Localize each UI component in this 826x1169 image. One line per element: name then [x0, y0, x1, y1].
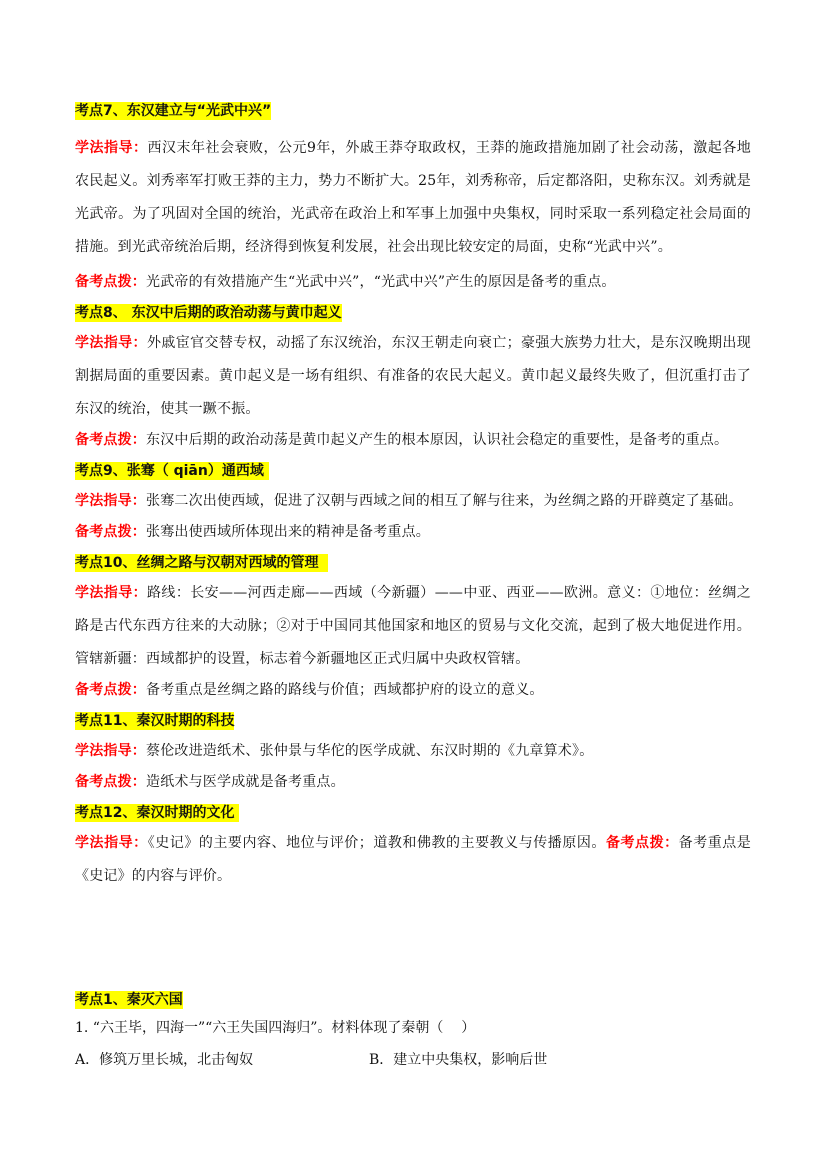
- paragraph-label: 学法指导：: [75, 835, 148, 851]
- section-heading: [75, 304, 342, 322]
- section-heading: [75, 462, 269, 480]
- quiz-option-b: B．建立中央集权，影响后世: [369, 1052, 548, 1068]
- paragraph: [75, 577, 751, 676]
- section-heading: [75, 804, 239, 822]
- paragraph-text: 造纸术与医学成就是备考重点。: [146, 774, 345, 790]
- heading-text: 考点8、 东汉中后期的政治动荡与黄巾起义: [75, 305, 342, 321]
- heading-text: 考点7、东汉建立与“光武中兴”: [75, 103, 272, 119]
- paragraph-text: 东汉中后期的政治动荡是黄巾起义产生的根本原因，认识社会稳定的重要性，是备考的重点。: [146, 432, 729, 448]
- paragraph: [75, 485, 751, 518]
- paragraph-label: 备考点拨：: [75, 774, 146, 790]
- quiz-option-a: A．修筑万里长城，北击匈奴: [75, 1052, 254, 1068]
- paragraph-label: 学法指导：: [75, 335, 147, 351]
- paragraph-text: 张骞出使西域所体现出来的精神是备考重点。: [146, 524, 430, 540]
- paragraph-label: 学法指导：: [75, 493, 146, 509]
- heading-text: 考点11、秦汉时期的科技: [75, 713, 235, 729]
- paragraph-text: 备考重点是《史记》的内容与评价。: [75, 835, 752, 884]
- heading-text: 考点9、张骞（ qiān）通西域: [75, 463, 269, 479]
- paragraph-text: 备考重点是丝绸之路的路线与价值；西域都护府的设立的意义。: [146, 682, 544, 698]
- paragraph-label: 备考点拨：: [75, 274, 146, 290]
- quiz-question: 1. “六王毕，四海一”“六王失国四海归”。材料体现了秦朝（ ）: [75, 1020, 476, 1036]
- paragraph-label: 备考点拨：: [75, 524, 146, 540]
- paragraph: [75, 766, 751, 799]
- heading-text: 考点10、丝绸之路与汉朝对西域的管理: [75, 555, 329, 571]
- paragraph: [75, 132, 751, 264]
- paragraph: [75, 516, 751, 549]
- paragraph: [75, 827, 751, 893]
- paragraph-label: 学法指导：: [75, 140, 148, 156]
- heading-text: 考点12、秦汉时期的文化: [75, 805, 240, 821]
- paragraph-label: 备考点拨：: [75, 682, 146, 698]
- section-heading: [75, 554, 328, 572]
- paragraph: [75, 327, 751, 426]
- paragraph: [75, 674, 751, 707]
- paragraph-label: 学法指导：: [75, 585, 148, 601]
- paragraph: [75, 266, 751, 299]
- paragraph-label: 学法指导：: [75, 743, 146, 759]
- paragraph-text: 张骞二次出使西域，促进了汉朝与西域之间的相互了解与往来，为丝绸之路的开辟奠定了基础。: [146, 493, 743, 509]
- paragraph-text: 路线：长安——河西走廊——西域（今新疆）——中亚、西亚——欧洲。意义：①地位：丝绸之路是古代东西方往来的大动脉；②对于中国同其他国家和地区的贸易与文化交流，起到了极大地促进作用。管辖新疆：西域都护的设置，标志着今新疆地区正式归属中央政权管辖。: [75, 585, 751, 667]
- paragraph-text: 光武帝的有效措施产生“光武中兴”，“光武中兴”产生的原因是备考的重点。: [146, 274, 616, 290]
- paragraph-text: 外戚宦官交替专权，动摇了东汉统治，东汉王朝走向衰亡；豪强大族势力壮大，是东汉晚期出现割据局面的重要因素。黄巾起义是一场有组织、有准备的农民大起义。黄巾起义最终失败了，但沉重打击了东汉的统治，使其一蹶不振。: [75, 335, 751, 417]
- quiz-heading: [75, 991, 183, 1009]
- paragraph-text: 《史记》的主要内容、地位与评价；道教和佛教的主要教义与传播原因。: [147, 835, 606, 851]
- paragraph-text: 蔡伦改进造纸术、张仲景与华佗的医学成就、东汉时期的《九章算术》。: [146, 743, 594, 759]
- paragraph-label: 备考点拨：: [605, 835, 679, 851]
- heading-text: 考点1、秦灭六国: [75, 992, 183, 1008]
- paragraph-text: 西汉末年社会衰败，公元9年，外戚王莽夺取政权，王莽的施政措施加剧了社会动荡，激起各地农民起义。刘秀率军打败王莽的主力，势力不断扩大。25年，刘秀称帝，后定都洛阳，史称东汉。刘秀就是光武帝。为了巩固对全国的统治，光武帝在政治上和军事上加强中央集权，同时采取一系列稳定社会局面的措施。到光武帝统治后期，经济得到恢复利发展，社会出现比较安定的局面，史称“光武中兴”。: [75, 140, 752, 255]
- paragraph: [75, 424, 751, 457]
- paragraph-label: 备考点拨：: [75, 432, 146, 448]
- section-heading: [75, 712, 234, 730]
- paragraph: [75, 735, 751, 768]
- section-heading: [75, 102, 271, 120]
